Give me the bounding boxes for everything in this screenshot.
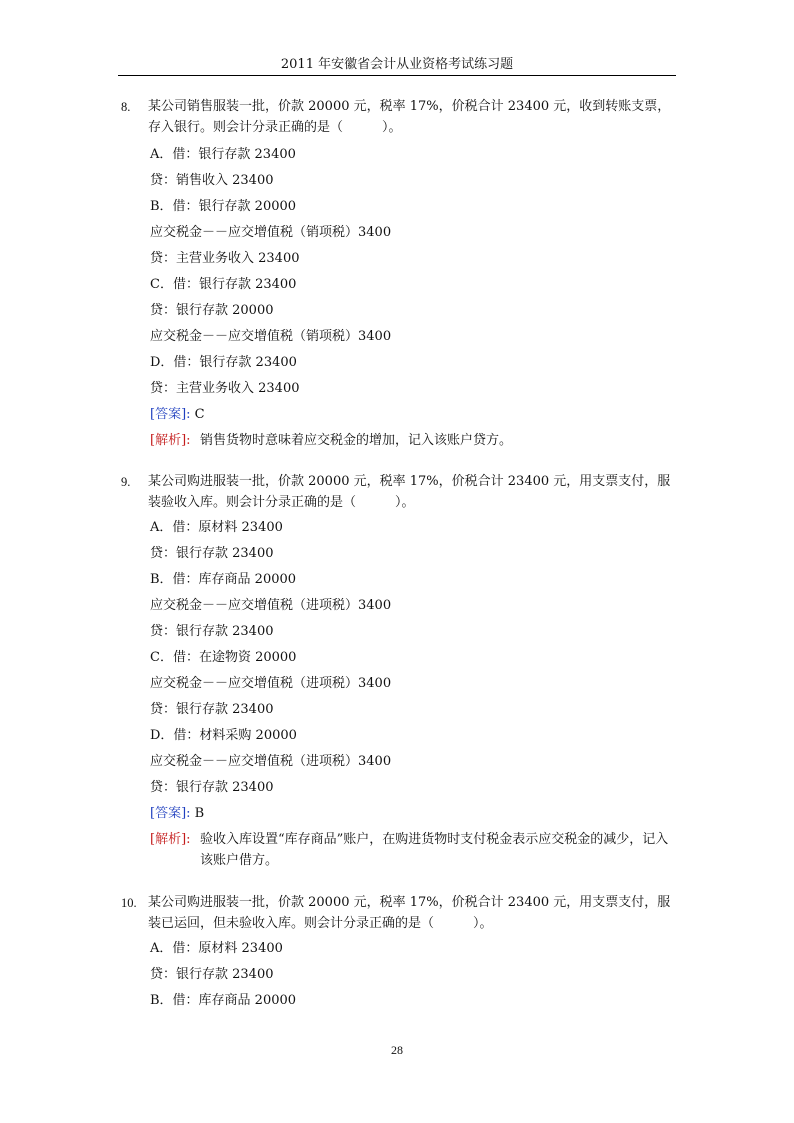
answer-value: C	[194, 407, 205, 422]
option-line: B．借：库存商品 20000	[150, 572, 297, 587]
option-line: C．借：在途物资 20000	[150, 650, 297, 665]
answer-label: [答案]:	[150, 806, 191, 821]
option-line: 应交税金－－应交增值税（销项税）3400	[150, 225, 392, 240]
analysis-text: 验收入库设置“库存商品”账户，在购进货物时支付税金表示应交税金的减少，记入该账户借方。	[200, 832, 669, 868]
question-number: 8.	[121, 100, 131, 114]
option-line: 贷：销售收入 23400	[150, 173, 274, 188]
option-line: D．借：银行存款 23400	[150, 355, 297, 370]
option-line: 贷：银行存款 23400	[150, 702, 274, 717]
option-line: A．借：银行存款 23400	[150, 147, 296, 162]
option-line: 应交税金－－应交增值税（进项税）3400	[150, 598, 392, 613]
question-number: 10.	[121, 896, 137, 910]
analysis-label: [解析]:	[150, 832, 191, 847]
question-stem: 某公司购进服装一批，价款 20000 元，税率 17%，价税合计 23400 元，用支票支付，服装验收入库。则会计分录正确的是（ ）。	[148, 474, 671, 510]
question-stem: 某公司购进服装一批，价款 20000 元，税率 17%，价税合计 23400 元，用支票支付，服装已运回，但未验收入库。则会计分录正确的是（ ）。	[148, 895, 671, 931]
answer-value: B	[194, 806, 205, 821]
option-line: A．借：原材料 23400	[150, 520, 283, 535]
option-line: 贷：银行存款 23400	[150, 967, 274, 982]
header-rule	[118, 75, 676, 76]
option-line: 应交税金－－应交增值税（进项税）3400	[150, 754, 392, 769]
analysis-label: [解析]:	[150, 433, 191, 448]
question-stem: 某公司销售服装一批，价款 20000 元，税率 17%，价税合计 23400 元，收到转账支票，存入银行。则会计分录正确的是（ ）。	[148, 99, 671, 135]
answer-line	[150, 805, 204, 823]
option-line: 贷：主营业务收入 23400	[150, 381, 300, 396]
option-line: 应交税金－－应交增值税（进项税）3400	[150, 676, 392, 691]
option-line: 应交税金－－应交增值税（销项税）3400	[150, 329, 392, 344]
option-line: 贷：主营业务收入 23400	[150, 251, 300, 266]
page-number: 28	[391, 1043, 403, 1057]
option-line: 贷：银行存款 23400	[150, 624, 274, 639]
option-line: 贷：银行存款 20000	[150, 303, 274, 318]
option-line: 贷：银行存款 23400	[150, 546, 274, 561]
option-line: B．借：库存商品 20000	[150, 993, 297, 1008]
option-line: C．借：银行存款 23400	[150, 277, 297, 292]
question-number: 9.	[121, 475, 131, 489]
page-header-title: 2011 年安徽省会计从业资格考试练习题	[280, 57, 514, 72]
option-line: B．借：银行存款 20000	[150, 199, 297, 214]
answer-label: [答案]:	[150, 407, 191, 422]
option-line: A．借：原材料 23400	[150, 941, 283, 956]
analysis-text: 销售货物时意味着应交税金的增加，记入该账户贷方。	[200, 433, 513, 448]
option-line: D．借：材料采购 20000	[150, 728, 297, 743]
option-line: 贷：银行存款 23400	[150, 780, 274, 795]
answer-line	[150, 406, 205, 424]
